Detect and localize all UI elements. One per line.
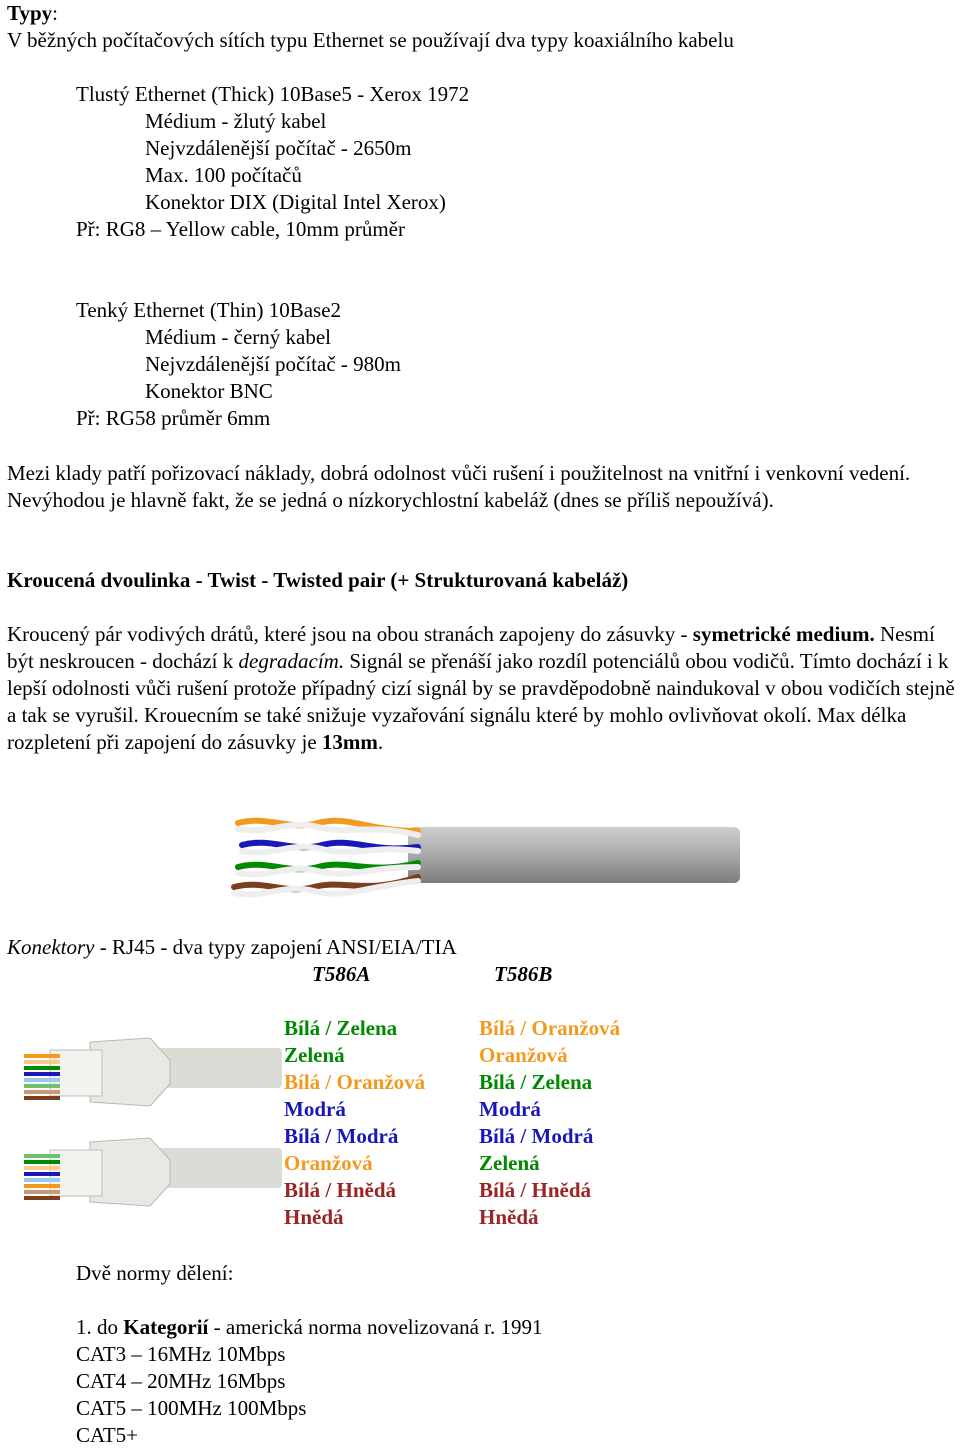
- t586b-wire-2: Oranžová: [479, 1043, 568, 1067]
- rj45-connector-image: [20, 1020, 282, 1230]
- twisted-text: Kroucený pár vodivých drátů, které jsou na obou stranách zapojeny do zásuvky -: [7, 622, 693, 646]
- t586a-wire-6: Oranžová: [284, 1151, 373, 1175]
- standard-t586a: T586A: [312, 962, 371, 986]
- t586a-wire-7: Bílá / Hnědá: [284, 1178, 397, 1202]
- t586a-wire-5: Bílá / Modrá: [284, 1124, 399, 1148]
- twisted-text: Nesmí být neskroucen - dochází k: [7, 622, 935, 673]
- section-label-colon: :: [52, 1, 58, 25]
- coax-pros: Mezi klady patří pořizovací náklady, dobrá odolnost vůči rušení i použitelnost na vnitřní i venkovní vedení.: [7, 461, 911, 485]
- t586a-wire-3: Bílá / Oranžová: [284, 1070, 426, 1094]
- t586a-wire-2: Zelená: [284, 1043, 345, 1067]
- thin-line: Médium - černý kabel: [145, 325, 332, 349]
- twisted-text-end: .: [377, 730, 384, 754]
- t586a-wire-list: [284, 1015, 425, 1231]
- coax-cons: Nevýhodou je hlavně fakt, že se jedná o nízkorychlostní kabeláž (dnes se příliš nepoužívá).: [7, 488, 774, 512]
- t586b-wire-8: Hnědá: [479, 1205, 539, 1229]
- t586b-wire-7: Bílá / Hnědá: [479, 1178, 592, 1202]
- coax-summary: [7, 460, 960, 514]
- twisted-italic: degradacím.: [238, 649, 345, 673]
- thick-line: Max. 100 počítačů: [145, 163, 302, 187]
- norms-item-1-suffix: - americká norma novelizovaná r. 1991: [208, 1315, 543, 1339]
- thin-line: Konektor BNC: [145, 379, 273, 403]
- wire-pairs: [234, 821, 418, 895]
- thick-line: Nejvzdálenější počítač - 2650m: [145, 136, 412, 160]
- connectors-label-rest: - RJ45 - dva typy zapojení ANSI/EIA/TIA: [94, 935, 457, 959]
- thin-title: Tenký Ethernet (Thin) 10Base2: [76, 298, 342, 322]
- connectors-label: [7, 934, 457, 961]
- thin-example: Př: RG58 průměr 6mm: [76, 406, 271, 430]
- coax-intro: V běžných počítačových sítích typu Ethernet se používají dva typy koaxiálního kabelu: [7, 28, 734, 52]
- thick-line: Konektor DIX (Digital Intel Xerox): [145, 190, 446, 214]
- twisted-pair-cable-image: [228, 805, 742, 905]
- twisted-max-length: 13mm: [321, 730, 378, 754]
- t586b-wire-list: [479, 1015, 620, 1231]
- category-item: CAT3 – 16MHz 10Mbps: [76, 1342, 286, 1366]
- section-label: [7, 0, 58, 27]
- thick-line: Médium - žlutý kabel: [145, 109, 327, 133]
- twisted-heading: Kroucená dvoulinka - Twist - Twisted pair (+ Strukturovaná kabeláž): [7, 568, 629, 592]
- t586b-wire-3: Bílá / Zelena: [479, 1070, 593, 1094]
- rj45-connector-bottom: [24, 1138, 282, 1206]
- twisted-text: Signál se přenáší jako rozdíl potenciálů obou vodičů. Tímto dochází i k lepší odolnosti vůči rušení protože případný cizí signál by se pravděpodobně naindukoval v obou vodičích stejně a tak se vyrušil. Krouecním se také snižuje vyzařování signálu které by mohlo ovlivňovat okolí. Max délka rozpletení při zapojení do zásuvky je: [7, 649, 955, 754]
- t586b-wire-1: Bílá / Oranžová: [479, 1016, 621, 1040]
- norms-item-1: [76, 1314, 543, 1341]
- t586a-wire-8: Hnědá: [284, 1205, 344, 1229]
- norms-item-1-prefix: 1. do: [76, 1315, 124, 1339]
- thin-line: Nejvzdálenější počítač - 980m: [145, 352, 401, 376]
- thick-example: Př: RG8 – Yellow cable, 10mm průměr: [76, 217, 405, 241]
- cable-jacket: [408, 827, 740, 883]
- section-label-text: Typy: [7, 1, 53, 25]
- norms-item-1-bold: Kategorií: [123, 1315, 209, 1339]
- t586a-wire-1: Bílá / Zelena: [284, 1016, 398, 1040]
- t586b-wire-6: Zelená: [479, 1151, 540, 1175]
- wire-white: [242, 847, 418, 853]
- t586b-wire-5: Bílá / Modrá: [479, 1124, 594, 1148]
- thick-title: Tlustý Ethernet (Thick) 10Base5 - Xerox 1972: [76, 82, 470, 106]
- twisted-description: [7, 621, 960, 756]
- twisted-bold: symetrické medium.: [692, 622, 875, 646]
- norms-title: Dvě normy dělení:: [76, 1261, 234, 1285]
- category-item: CAT5 – 100MHz 100Mbps: [76, 1396, 307, 1420]
- category-item: CAT4 – 20MHz 16Mbps: [76, 1369, 286, 1393]
- t586a-wire-4: Modrá: [284, 1097, 346, 1121]
- connectors-label-italic: Konektory: [7, 935, 95, 959]
- rj45-connector-top: [24, 1038, 282, 1106]
- category-item: CAT5+: [76, 1423, 139, 1447]
- standard-t586b: T586B: [494, 962, 553, 986]
- t586b-wire-4: Modrá: [479, 1097, 541, 1121]
